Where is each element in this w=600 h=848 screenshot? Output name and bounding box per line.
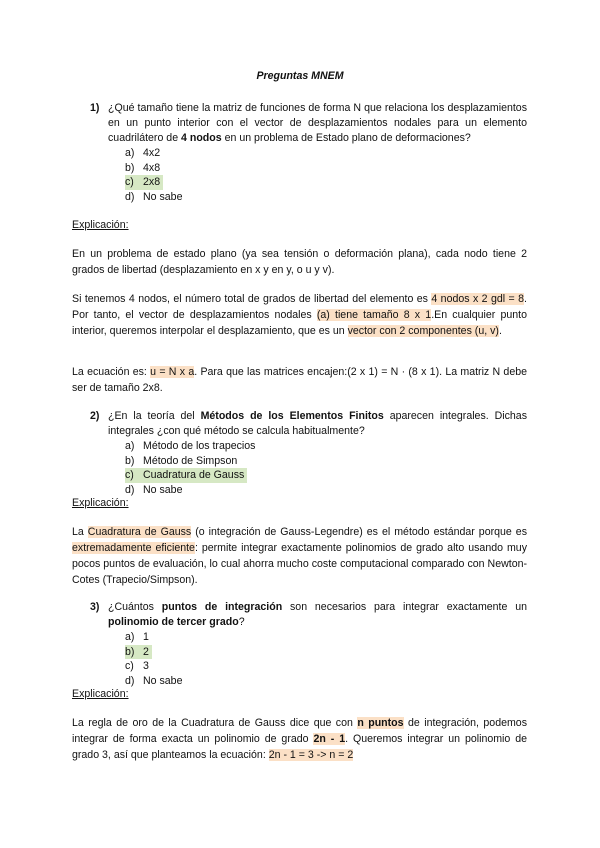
option-b: b) 4x8: [125, 161, 161, 174]
explanation-paragraph: La Cuadratura de Gauss (o integración de Gauss-Legendre) es el método estándar porque es extremadamente eficiente: permite integrar exactamente polinomios de grado alto usando muy pocos puntos de evaluación, lo cual ahorra mucho coste computacional comparado con Newton-Cotes (Trapecio/Simpson).: [72, 526, 527, 586]
explanation-paragraph: En un problema de estado plano (ya sea tensión o deformación plana), cada nodo tiene 2 grados de libertad (desplazamiento en x y en y, o u y v).: [72, 248, 527, 276]
options-list: [125, 146, 527, 204]
options-list: [125, 630, 527, 688]
option-a: a) 4x2: [125, 147, 161, 159]
question-text: ¿En la teoría del Métodos de los Elementos Finitos aparecen integrales. Dichas integrales ¿con qué método se calcula habitualmente?: [108, 410, 527, 437]
question-2: [90, 409, 527, 497]
question-3: [90, 600, 527, 688]
option-b-correct: b) 2: [125, 645, 527, 660]
question-text: ¿Cuántos puntos de integración son necesarios para integrar exactamente un polinomio de tercer grado?: [108, 601, 528, 628]
option-d: d) No sabe: [125, 674, 183, 687]
option-c-correct: c) Cuadratura de Gauss: [125, 468, 527, 483]
explanation-paragraph: La regla de oro de la Cuadratura de Gauss dice que con n puntos de integración, podemos integrar de forma exacta un polinomio de grado 2n - 1. Queremos integrar un polinomio de grado 3, así que planteamos la ecuación: 2n - 1 = 3 -> n = 2: [72, 717, 528, 761]
option-b: b) Método de Simpson: [125, 454, 238, 467]
question-number: 3): [90, 601, 100, 613]
option-a: a) 1: [125, 631, 149, 643]
question-number: 2): [90, 410, 100, 422]
question-1: [90, 101, 527, 204]
page-title: Preguntas MNEM: [256, 70, 344, 82]
explanation-heading: Explicación:: [72, 688, 129, 700]
options-list: [125, 439, 527, 497]
explanation-paragraph: Si tenemos 4 nodos, el número total de grados de libertad del elemento es 4 nodos x 2 gdl = 8. Por tanto, el vector de desplazamientos nodales (a) tiene tamaño 8 x 1.En cualquier punto interior, queremos interpolar el desplazamiento, que es un vector con 2 componentes (u, v).: [72, 293, 527, 337]
explanation-heading: Explicación:: [72, 219, 129, 231]
question-text: ¿Qué tamaño tiene la matriz de funciones de forma N que relaciona los desplazamientos en un punto interior con el vector de desplazamientos nodales para un elemento cuadrilátero de 4 nodos en un problema de Estado plano de deformaciones?: [108, 102, 527, 144]
option-d: d) No sabe: [125, 190, 183, 203]
option-a: a) Método de los trapecios: [125, 440, 256, 452]
explanation-paragraph: La ecuación es: u = N x a. Para que las matrices encajen:(2 x 1) = N · (8 x 1). La matriz N debe ser de tamaño 2x8.: [72, 366, 528, 394]
option-c: c) 3: [125, 660, 149, 672]
option-c-correct: c) 2x8: [125, 175, 527, 190]
question-number: 1): [90, 102, 100, 114]
option-d: d) No sabe: [125, 483, 183, 496]
explanation-heading: Explicación:: [72, 497, 129, 509]
